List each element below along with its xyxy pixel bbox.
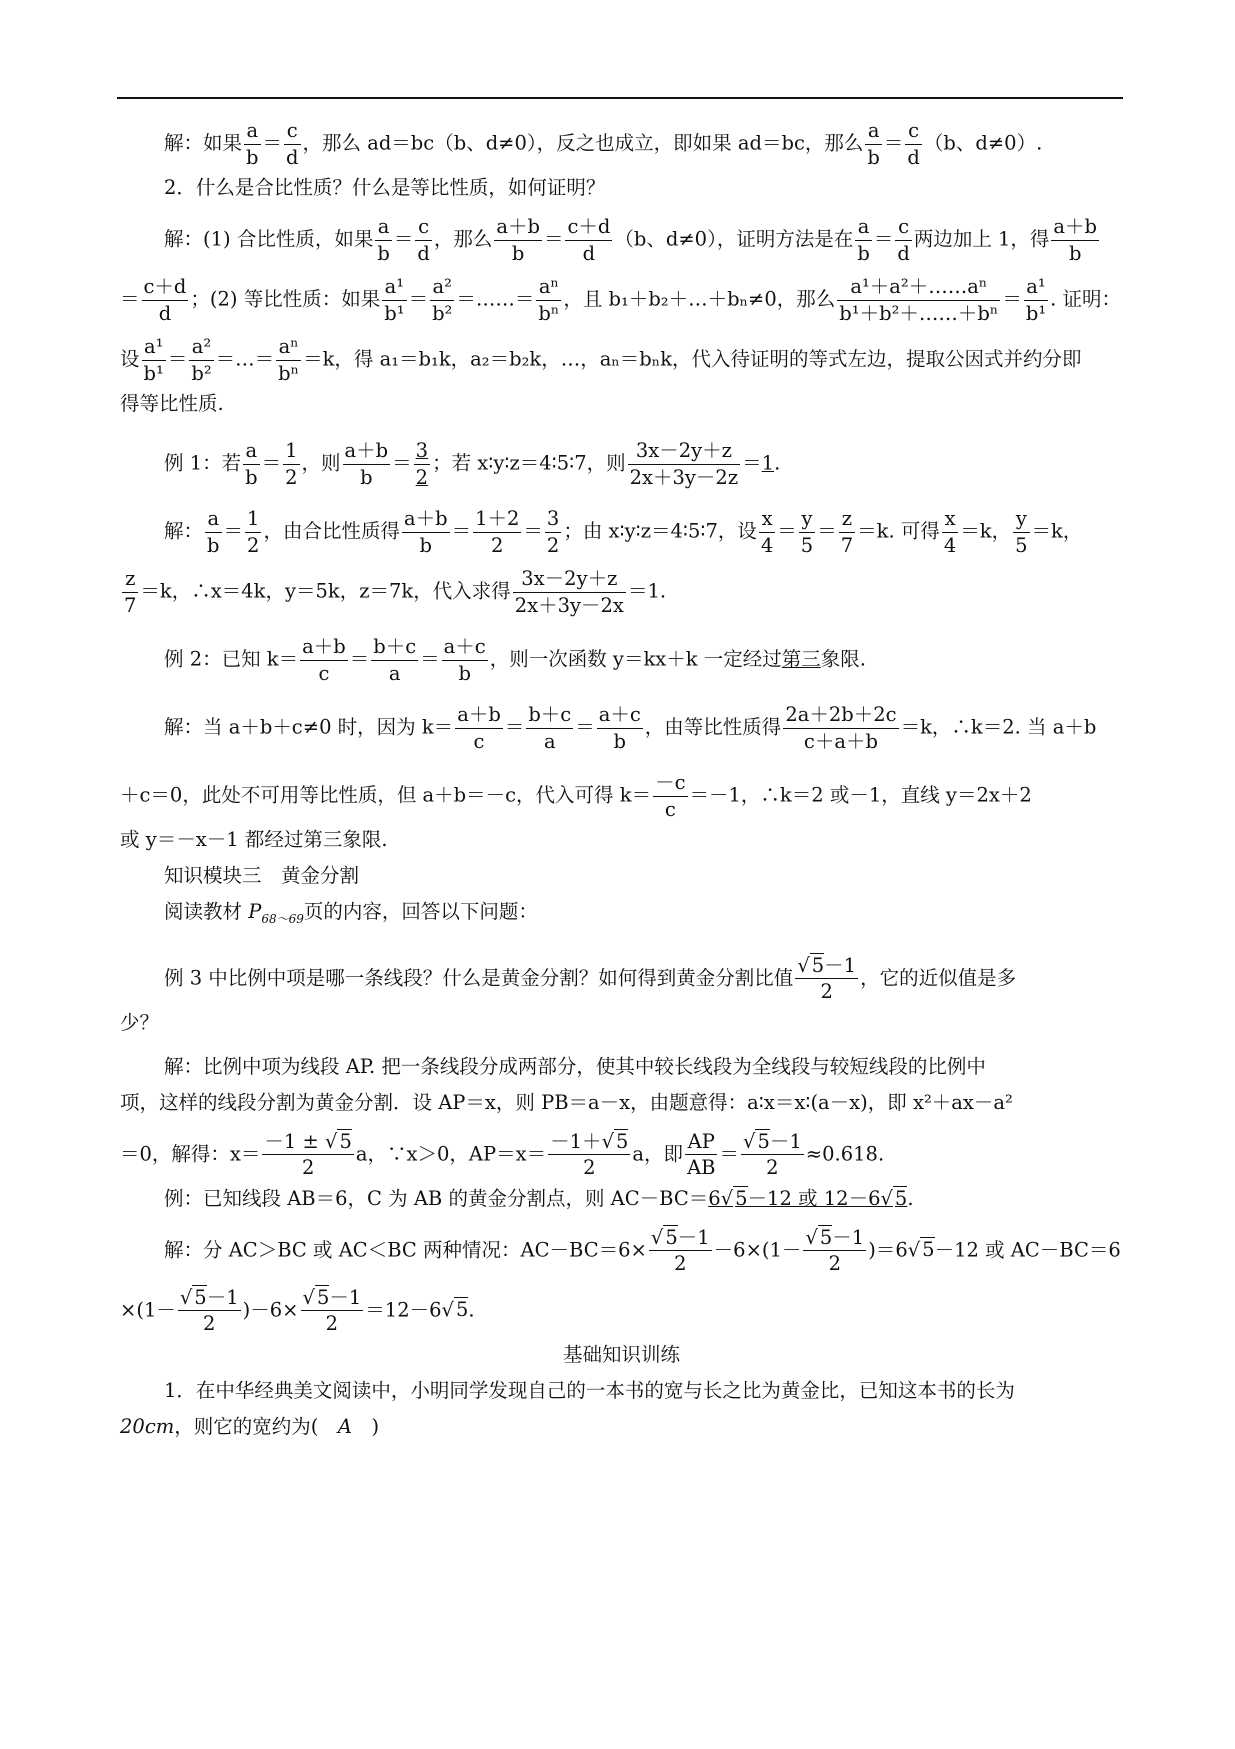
fraction: $\frac{3x-2y+z}{2x+3y-2z}$	[629, 439, 739, 489]
answer: A	[337, 1414, 352, 1438]
q2-answer-line3: 设 $\frac{\text{a¹}}{\text{b¹}}$ ＝ $\frac{\text{a²}}{\text{b²}}$ ＝…＝ $\frac{\text{aⁿ}}{\text{bⁿ}}$ ＝k，得 a₁＝b₁k，a₂＝b₂k，…，aₙ＝bₙk，代入待证明的等式左边，提取公因式并约分即	[120, 335, 1082, 385]
example1-solution-line2: $\frac{z}{7}$ ＝k，∴x＝4k，y＝5k，z＝7k，代入求得 $\frac{3x-2y+z}{2x+3y-2x}$ ＝1.	[124, 567, 667, 617]
golden-ratio-fraction: $\frac{√ 5-1}{2}$	[797, 953, 857, 1004]
fraction: $\frac{a+b}{c}$	[457, 703, 501, 753]
fraction: $\frac{a}{b}$	[857, 215, 870, 265]
fraction: $\frac{a+b}{b}$	[344, 439, 389, 489]
fraction: $\frac{-1 \pm √ 5}{2}$	[264, 1129, 352, 1180]
example1-solution-line1: 解： $\frac{a}{b}$ ＝ $\frac{1}{2}$ ，由合比性质得 $\frac{a+b}{b}$ ＝ $\frac{1+2}{2}$ ＝ $\frac{3}{2}$ ；由 x∶y∶z＝4∶5∶7，设 $\frac{x}{4}$ ＝ $\frac{y}{5}$ ＝ $\frac{z}{7}$ ＝k. 可得 $\frac{x}{4}$ ＝k， $\frac{y}{5}$ ＝k，	[164, 507, 1083, 557]
example2-solution-line1: 解：当 a＋b＋c≠0 时，因为 k＝ $\frac{a+b}{c}$ ＝ $\frac{b+c}{a}$ ＝ $\frac{a+c}{b}$ ，由等比性质得 $\frac{2a+2b+2c}{c+a+b}$ ＝k，∴k＝2. 当 a＋b	[164, 703, 1097, 753]
fraction: $\frac{a+c}{b}$	[598, 703, 641, 753]
fraction: $\frac{\text{a¹}}{\text{b¹}}$	[143, 335, 164, 385]
header-rule	[117, 97, 1123, 99]
document-page	[120, 115, 1123, 1442]
module3-solution-line2: 项，这样的线段分割为黄金分割．设 AP＝x，则 PB＝a－x，由题意得：a∶x＝x∶(a－x)，即 x²＋ax－a²	[120, 1090, 1013, 1114]
fraction: $\frac{\text{aⁿ}}{\text{bⁿ}}$	[538, 275, 560, 325]
q2-answer-line2: ＝ $\frac{c+d}{d}$ ；(2) 等比性质：如果 $\frac{\text{a¹}}{\text{b¹}}$ ＝ $\frac{\text{a²}}{\text{b²}}$ ＝……＝ $\frac{\text{aⁿ}}{\text{bⁿ}}$ ，且 b₁＋b₂＋…＋bₙ≠0，那么 $\frac{\text{a¹＋a²＋……aⁿ}}{\text{b¹＋b²＋……＋bⁿ}}$ ＝ $\frac{\text{a¹}}{\text{b¹}}$ . 证明：	[120, 275, 1122, 325]
fraction: $\frac{3}{2}$	[546, 507, 560, 557]
text: 解：如果	[164, 131, 243, 155]
fraction: $\frac{1+2}{2}$	[475, 507, 520, 557]
fraction: $\frac{√ 5-1}{2}$	[805, 1225, 865, 1276]
fraction: $\frac{c}{d}$	[417, 215, 430, 265]
fraction: $\frac{√ 5-1}{2}$	[179, 1285, 239, 1336]
q2-answer-line1: 解：(1) 合比性质，如果 $\frac{a}{b}$ ＝ $\frac{c}{d}$ ，那么 $\frac{a+b}{b}$ ＝ $\frac{c+d}{d}$ （b、d≠0），证明方法是在 $\frac{a}{b}$ ＝ $\frac{c}{d}$ 两边加上 1，得 $\frac{a+b}{b}$	[164, 215, 1098, 265]
fraction: $\frac{c+d}{d}$	[567, 215, 611, 265]
fraction: $\frac{a+b}{b}$	[1053, 215, 1098, 265]
fraction: $\frac{a+c}{b}$	[443, 635, 486, 685]
fraction: $\frac{a}{b}$	[377, 215, 390, 265]
answer: 第三	[781, 647, 821, 671]
fraction: $\frac{√ 5-1}{2}$	[743, 1129, 802, 1180]
fraction: $\frac{a+b}{b}$	[496, 215, 540, 265]
module3-question-cont: 少？	[120, 1010, 160, 1034]
training-question1-cont: 20cm，则它的宽约为( A )	[120, 1414, 380, 1438]
module3-solution-line1: 解：比例中项为线段 AP. 把一条线段分成两部分，使其中较长线段为全线段与较短线段的比例中	[164, 1054, 986, 1078]
fraction: $\frac{x}{4}$	[943, 507, 957, 557]
fraction: $\frac{a}{b}$	[867, 119, 880, 169]
fraction: $\frac{c}{d}$	[907, 119, 920, 169]
example2-solution-line3: 或 y＝－x－1 都经过第三象限.	[120, 828, 388, 851]
fraction: $\frac{\text{aⁿ}}{\text{bⁿ}}$	[278, 335, 300, 385]
training-question1: 1．在中华经典美文阅读中，小明同学发现自己的一本书的宽与长之比为黄金比，已知这本书的长为	[164, 1378, 1015, 1402]
fraction: $\frac{a}{b}$	[207, 507, 220, 557]
fraction: $\frac{a}{b}$	[246, 119, 259, 169]
fraction: $\frac{z}{7}$	[840, 507, 854, 557]
fraction: $\frac{z}{7}$	[124, 567, 137, 617]
q1-answer: 解：如果 $\frac{a}{b}$ ＝ $\frac{c}{d}$ ，那么 ad＝bc（b、d≠0），反之也成立，即如果 ad＝bc，那么 $\frac{a}{b}$ ＝ $\frac{c}{d}$ （b、d≠0）.	[164, 119, 1043, 169]
fraction: $\frac{a+b}{c}$	[302, 635, 346, 685]
example2-question: 例 2：已知 k＝ $\frac{a+b}{c}$ ＝ $\frac{b+c}{a}$ ＝ $\frac{a+c}{b}$ ，则一次函数 y＝kx＋k 一定经过第三象限.	[164, 635, 866, 685]
answer-fraction: $\frac{3}{2}$	[415, 439, 429, 489]
fraction: $\frac{y}{5}$	[800, 507, 814, 557]
q2-question: 2．什么是合比性质？什么是等比性质，如何证明？	[164, 176, 606, 199]
fraction: $\frac{\text{a¹}}{\text{b¹}}$	[1025, 275, 1047, 325]
fraction: $\frac{\text{a²}}{\text{b²}}$	[191, 335, 212, 385]
example2-solution-line2: ＋c＝0，此处不可用等比性质，但 a＋b＝－c，代入可得 k＝ $\frac{-c}{c}$ ＝－1，∴k＝2 或－1，直线 y＝2x＋2	[120, 771, 1032, 821]
module3-example: 例：已知线段 AB＝6，C 为 AB 的黄金分割点，则 AC－BC＝6√ 5－12 或 12－6√ 5.	[164, 1186, 914, 1210]
fraction: $\frac{c}{d}$	[897, 215, 910, 265]
fraction: $\frac{2a+2b+2c}{c+a+b}$	[785, 703, 897, 753]
fraction: $\frac{a+b}{b}$	[403, 507, 448, 557]
fraction: $\frac{\text{a¹＋a²＋……aⁿ}}{\text{b¹＋b²＋……＋bⁿ}}$	[839, 275, 999, 325]
fraction: $\frac{c+d}{d}$	[143, 275, 187, 325]
fraction: $\frac{1}{2}$	[247, 507, 260, 557]
example1-question: 例 1：若 $\frac{a}{b}$ ＝ $\frac{1}{2}$ ，则 $\frac{a+b}{b}$ ＝ $\frac{3}{2}$ ；若 x∶y∶z＝4∶5∶7，则 $\frac{3x-2y+z}{2x+3y-2z}$ ＝1.	[164, 439, 781, 489]
fraction: $\frac{-1+√ 5}{2}$	[550, 1129, 629, 1180]
answer: 6√ 5－12 或 12－6√ 5	[708, 1186, 908, 1210]
section-heading: 基础知识训练	[562, 1342, 680, 1366]
fraction: $\frac{\text{a¹}}{\text{b¹}}$	[384, 275, 405, 325]
fraction: $\frac{b+c}{a}$	[373, 635, 417, 685]
fraction: $\frac{√ 5-1}{2}$	[302, 1285, 362, 1336]
fraction: $\frac{b+c}{a}$	[528, 703, 572, 753]
fraction: $\frac{y}{5}$	[1015, 507, 1028, 557]
fraction: $\frac{a}{b}$	[245, 439, 258, 489]
fraction: $\frac{\text{a²}}{\text{b²}}$	[432, 275, 453, 325]
fraction: $\frac{AP}{AB}$	[687, 1129, 716, 1180]
fraction: $\frac{√ 5-1}{2}$	[650, 1225, 710, 1276]
fraction: $\frac{c}{d}$	[286, 119, 299, 169]
module3-solution-line3: ＝0，解得：x＝ $\frac{-1 \pm √ 5}{2}$ a，∵x＞0，AP＝x＝ $\frac{-1+√ 5}{2}$ a，即 $\frac{AP}{AB}$ ＝ $\frac{√ 5-1}{2}$ ≈0.618.	[120, 1129, 885, 1180]
module3-example-solution1: 解：分 AC＞BC 或 AC＜BC 两种情况：AC－BC＝6× $\frac{√ 5-1}{2}$ －6×(1－ $\frac{√ 5-1}{2}$ )＝6√ 5－12 或 AC－BC＝6	[164, 1225, 1121, 1276]
q2-answer-line4: 得等比性质.	[120, 392, 224, 415]
fraction: $\frac{-c}{c}$	[655, 771, 686, 821]
module3-example-solution2: ×(1－ $\frac{√ 5-1}{2}$ )－6× $\frac{√ 5-1}{2}$ ＝12－6√ 5.	[120, 1285, 475, 1336]
module3-question: 例 3 中比例中项是哪一条线段？什么是黄金分割？如何得到黄金分割比值 $\frac{√ 5-1}{2}$ ，它的近似值是多	[164, 953, 1017, 1004]
answer: 1	[761, 451, 775, 475]
fraction: $\frac{3x-2y+z}{2x+3y-2x}$	[514, 567, 624, 617]
fraction: $\frac{1}{2}$	[285, 439, 298, 489]
fraction: $\frac{x}{4}$	[760, 507, 774, 557]
module3-reading: 阅读教材 $P_{68\sim 69}$页的内容，回答以下问题：	[164, 900, 538, 926]
module3-title: 知识模块三 黄金分割	[164, 864, 360, 887]
